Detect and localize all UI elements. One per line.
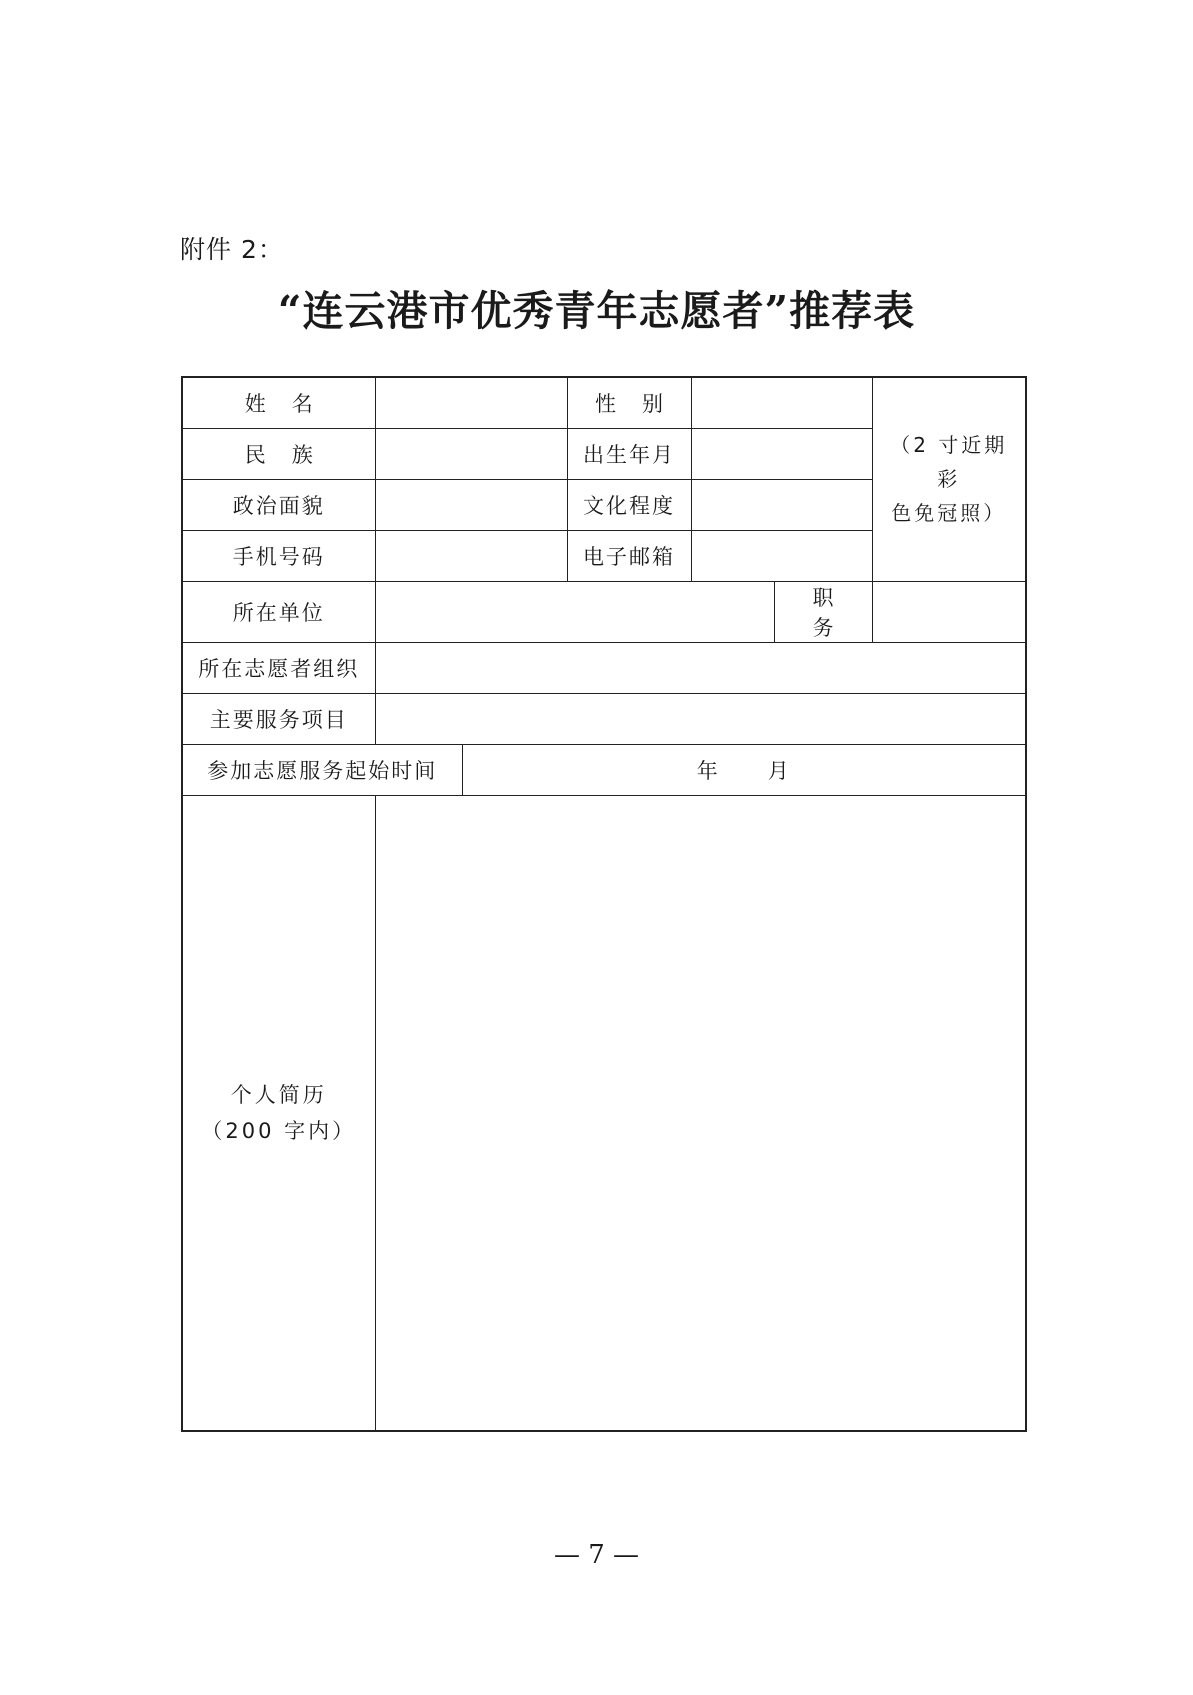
birth-label: 出生年月 — [567, 428, 691, 479]
photo-hint-line1: （2 寸近期彩 — [890, 433, 1008, 492]
name-label: 姓名 — [182, 377, 375, 428]
political-status-label: 政治面貌 — [182, 479, 375, 530]
ethnicity-field[interactable] — [375, 428, 567, 479]
main-service-label: 主要服务项目 — [182, 693, 375, 744]
start-time-field[interactable] — [462, 744, 1026, 795]
volunteer-org-field[interactable] — [375, 642, 1026, 693]
recommendation-form-table — [181, 376, 1027, 1432]
position-label: 职务 — [774, 581, 872, 642]
birth-field[interactable] — [691, 428, 872, 479]
resume-label-cell — [182, 795, 375, 1431]
education-label: 文化程度 — [567, 479, 691, 530]
phone-field[interactable] — [375, 530, 567, 581]
photo-box[interactable] — [872, 377, 1026, 581]
volunteer-org-label: 所在志愿者组织 — [182, 642, 375, 693]
form-title: “连云港市优秀青年志愿者”推荐表 — [277, 287, 916, 335]
resume-field[interactable] — [375, 795, 1026, 1431]
start-time-label: 参加志愿服务起始时间 — [182, 744, 462, 795]
page-number: — 7 — — [553, 1540, 640, 1570]
education-field[interactable] — [691, 479, 872, 530]
position-field[interactable] — [872, 581, 1026, 642]
year-label: 年 — [696, 758, 720, 783]
name-field[interactable] — [375, 377, 567, 428]
attachment-label: 附件 2： — [180, 235, 284, 264]
political-status-field[interactable] — [375, 479, 567, 530]
month-label: 月 — [767, 758, 791, 783]
main-service-field[interactable] — [375, 693, 1026, 744]
email-field[interactable] — [691, 530, 872, 581]
ethnicity-label: 民族 — [182, 428, 375, 479]
gender-label: 性别 — [567, 377, 691, 428]
resume-limit-note: （200 字内） — [201, 1118, 357, 1143]
email-label: 电子邮箱 — [567, 530, 691, 581]
photo-hint-line2: 色免冠照） — [891, 501, 1007, 526]
resume-label: 个人简历 — [230, 1082, 327, 1107]
work-unit-field[interactable] — [375, 581, 774, 642]
work-unit-label: 所在单位 — [182, 581, 375, 642]
phone-label: 手机号码 — [182, 530, 375, 581]
gender-field[interactable] — [691, 377, 872, 428]
